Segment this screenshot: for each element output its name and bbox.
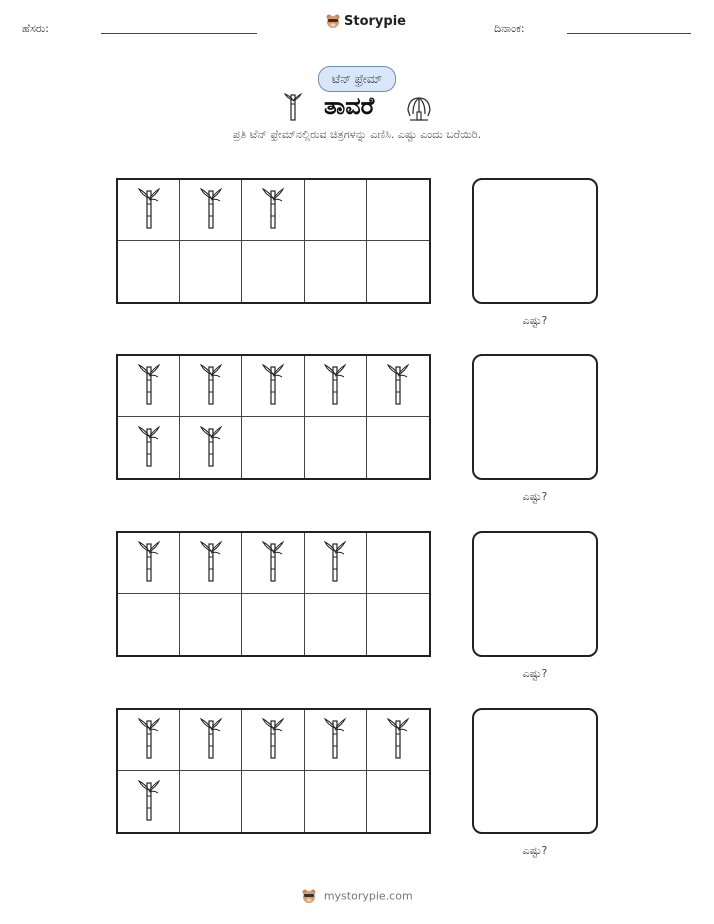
- frame-cell: [242, 417, 304, 478]
- frame-cell: [367, 533, 429, 594]
- frame-cell: [242, 594, 304, 655]
- question-label-3: ಎಷ್ಟು?: [522, 667, 548, 680]
- frame-cell: [305, 594, 367, 655]
- frame-cell: [118, 417, 180, 478]
- date-line[interactable]: [567, 33, 691, 34]
- lotus-stem-icon: [323, 539, 347, 587]
- lotus-stem-icon: [137, 362, 161, 410]
- answer-box-3[interactable]: [472, 531, 598, 657]
- lotus-stem-icon: [283, 92, 303, 122]
- answer-box-2[interactable]: [472, 354, 598, 480]
- frame-cell: [242, 710, 304, 771]
- lotus-stem-icon: [199, 362, 223, 410]
- frame-cell: [118, 533, 180, 594]
- question-label-4: ಎಷ್ಟು?: [522, 844, 548, 857]
- bear-mascot-icon: [325, 13, 341, 29]
- frame-cell: [242, 771, 304, 832]
- footer: [0, 888, 714, 904]
- question-label-2: ಎಷ್ಟು?: [522, 490, 548, 503]
- ten-frame-1: [116, 178, 431, 304]
- frame-cell: [180, 533, 242, 594]
- lotus-stem-icon: [261, 362, 285, 410]
- willow-tree-icon: [404, 94, 434, 122]
- frame-cell: [367, 241, 429, 302]
- instructions: ಪ್ರತಿ ಟೆನ್ ಫ್ರೇಮ್‌ನಲ್ಲಿರುವ ಚಿತ್ರಗಳನ್ನು ಎಣಿಸಿ. ಎಷ್ಟು ಎಂದು ಬರೆಯಿರಿ.: [232, 128, 482, 141]
- frame-cell: [305, 180, 367, 241]
- frame-cell: [367, 771, 429, 832]
- frame-cell: [242, 356, 304, 417]
- answer-box-4[interactable]: [472, 708, 598, 834]
- frame-cell: [180, 241, 242, 302]
- frame-cell: [305, 710, 367, 771]
- lotus-stem-icon: [137, 186, 161, 234]
- lotus-stem-icon: [261, 716, 285, 764]
- date-label: ದಿನಾಂಕ:: [494, 22, 525, 35]
- ten-frame-2: [116, 354, 431, 480]
- frame-cell: [367, 180, 429, 241]
- lotus-stem-icon: [137, 424, 161, 472]
- frame-cell: [242, 180, 304, 241]
- answer-box-1[interactable]: [472, 178, 598, 304]
- frame-cell: [118, 594, 180, 655]
- lotus-stem-icon: [323, 716, 347, 764]
- name-line[interactable]: [101, 33, 257, 34]
- lotus-stem-icon: [199, 186, 223, 234]
- lotus-stem-icon: [386, 716, 410, 764]
- frame-cell: [180, 594, 242, 655]
- lotus-stem-icon: [386, 362, 410, 410]
- footer-url[interactable]: mystorypie.com: [323, 889, 413, 903]
- frame-cell: [118, 356, 180, 417]
- frame-cell: [118, 180, 180, 241]
- lotus-stem-icon: [137, 539, 161, 587]
- frame-cell: [180, 417, 242, 478]
- ten-frame-3: [116, 531, 431, 657]
- frame-cell: [305, 356, 367, 417]
- frame-cell: [367, 356, 429, 417]
- frame-cell: [367, 594, 429, 655]
- frame-cell: [305, 533, 367, 594]
- lotus-stem-icon: [323, 362, 347, 410]
- frame-cell: [242, 241, 304, 302]
- lotus-stem-icon: [199, 716, 223, 764]
- frame-cell: [305, 241, 367, 302]
- frame-cell: [118, 771, 180, 832]
- ten-frame-tag: ಟೆನ್ ಫ್ರೇಮ್: [318, 66, 396, 92]
- ten-frame-4: [116, 708, 431, 834]
- brand-logo: [325, 13, 406, 29]
- frame-cell: [180, 771, 242, 832]
- frame-cell: [118, 710, 180, 771]
- brand-name: Storypie: [344, 13, 406, 29]
- frame-cell: [180, 180, 242, 241]
- name-label: ಹೆಸರು:: [22, 22, 49, 35]
- frame-cell: [242, 533, 304, 594]
- lotus-stem-icon: [199, 424, 223, 472]
- frame-cell: [367, 710, 429, 771]
- frame-cell: [305, 771, 367, 832]
- lotus-stem-icon: [199, 539, 223, 587]
- frame-cell: [305, 417, 367, 478]
- lotus-stem-icon: [261, 186, 285, 234]
- lotus-stem-icon: [137, 778, 161, 826]
- frame-cell: [180, 356, 242, 417]
- lotus-stem-icon: [261, 539, 285, 587]
- frame-cell: [180, 710, 242, 771]
- question-label-1: ಎಷ್ಟು?: [522, 314, 548, 327]
- page-title: ತಾವರೆ: [324, 92, 375, 120]
- lotus-stem-icon: [137, 716, 161, 764]
- frame-cell: [367, 417, 429, 478]
- bear-mascot-icon: [301, 888, 317, 904]
- frame-cell: [118, 241, 180, 302]
